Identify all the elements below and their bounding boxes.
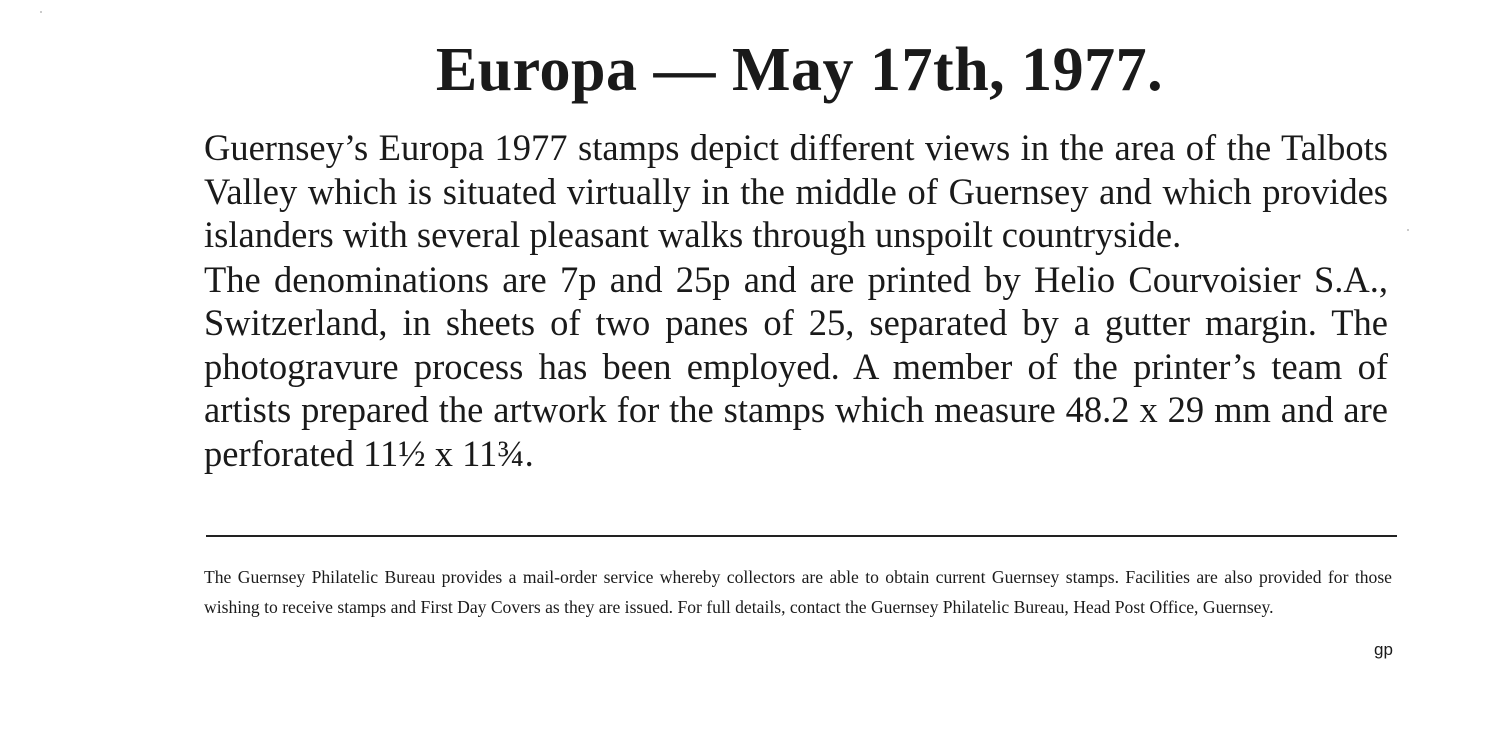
page-title: Europa — May 17th, 1977. (435, 36, 1164, 104)
printer-initials: gp (1374, 640, 1393, 659)
body-paragraph-2: The denominations are 7p and 25p and are printed by Helio Courvoisier S.A., Switzerland, in sheets of two panes of 25, separated by a gutter margin. The photogravure process has been employed. A member of the printer’s team of artists prepared the artwork for the stamps which measure 48.2 x 29 mm and are perforated 11½ x 11¾. (204, 258, 1388, 474)
footnote-text: The Guernsey Philatelic Bureau provides a mail-order service whereby collectors are able to obtain current Guernsey stamps. Facilities are also provided for those wishing to receive stamps and First Day Covers as they are issued. For full details, contact the Guernsey Philatelic Bureau, Head Post Office, Guernsey. (204, 567, 1392, 617)
body-paragraph-1: Guernsey’s Europa 1977 stamps depict different views in the area of the Talbots Valley which is situated virtually in the middle of Guernsey and which provides islanders with several pleasant walks through unspoilt countryside. (204, 127, 1388, 255)
paper-speck (40, 11, 42, 13)
divider-rule (206, 535, 1397, 537)
body-text (204, 126, 1388, 475)
paper-speck (1407, 229, 1409, 231)
